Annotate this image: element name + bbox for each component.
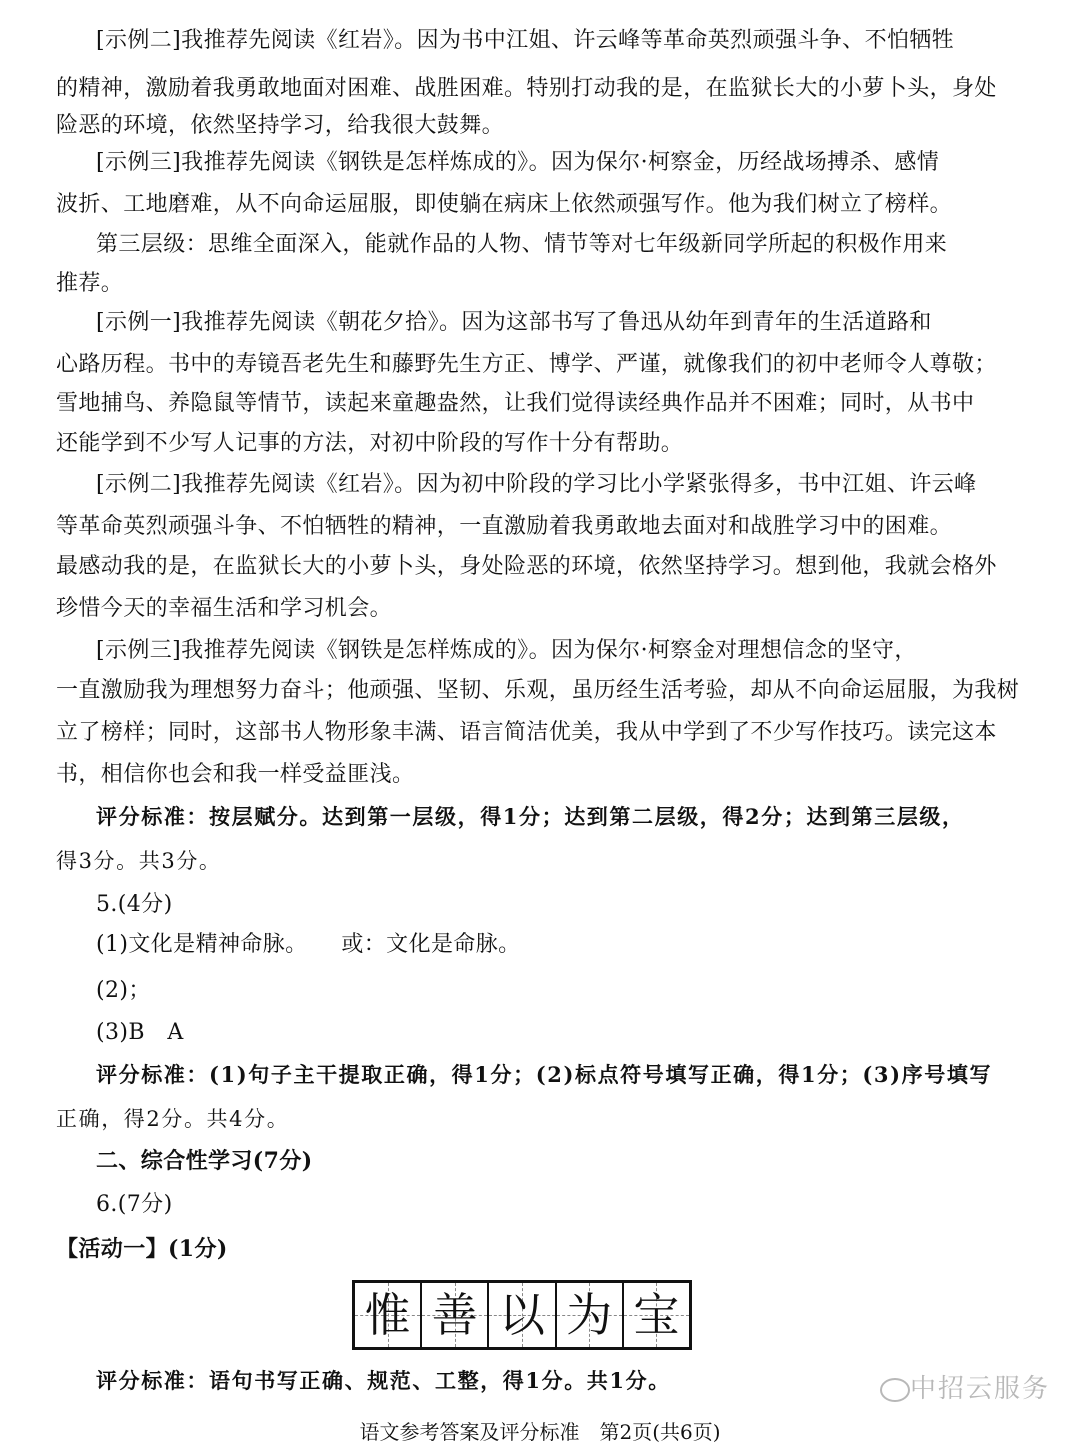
- calligraphy-char: 以: [499, 1288, 545, 1342]
- text-line: 等革命英烈顽强斗争、不怕牺牲的精神，一直激励着我勇敢地去面对和战胜学习中的困难。: [56, 514, 953, 539]
- calligraphy-cell: [422, 1283, 489, 1347]
- scoring-criteria-text: 评分标准：按层赋分。达到第一层级，得1分；达到第二层级，得2分；达到第三层级，: [96, 804, 965, 829]
- answer-line: (3)B A: [96, 1020, 184, 1045]
- section-heading: 二、综合性学习(7分): [96, 1148, 313, 1174]
- text-line: 书，相信你也会和我一样受益匪浅。: [56, 762, 415, 787]
- calligraphy-char: 惟: [364, 1288, 411, 1342]
- text-line: 雪地捕鸟、养隐鼠等情节，读起来童趣盎然，让我们觉得读经典作品并不困难；同时，从书中: [56, 391, 975, 416]
- text-line: 第三层级：思维全面深入，能就作品的人物、情节等对七年级新同学所起的积极作用来: [96, 232, 948, 257]
- calligraphy-char: 为: [566, 1288, 613, 1342]
- text-line: [示例三]我推荐先阅读《钢铁是怎样炼成的》。因为保尔·柯察金，历经战场搏杀、感情: [96, 150, 940, 175]
- text-line: 还能学到不少写人记事的方法，对初中阶段的写作十分有帮助。: [56, 431, 684, 456]
- text-line: 正确，得2分。共4分。: [56, 1107, 290, 1131]
- text-line: [示例一]我推荐先阅读《朝花夕拾》。因为这部书写了鲁迅从幼年到青年的生活道路和: [96, 310, 932, 335]
- watermark: 中招云服务: [909, 1374, 1050, 1404]
- calligraphy-cell: [557, 1283, 624, 1347]
- scoring-criteria: 评分标准：语句书写正确、规范、工整，得1分。共1分。: [96, 1368, 671, 1393]
- calligraphy-char: 宝: [633, 1288, 680, 1342]
- question-number: 5.(4分): [96, 892, 173, 917]
- answer-line: (2)；: [96, 978, 151, 1003]
- text-line: 立了榜样；同时，这部书人物形象丰满、语言简洁优美，我从中学到了不少写作技巧。读完这本: [56, 720, 997, 745]
- calligraphy-char: 善: [431, 1288, 478, 1342]
- calligraphy-cell: [489, 1283, 556, 1347]
- text-line: 波折、工地磨难，从不向命运屈服，即使躺在病床上依然顽强写作。他为我们树立了榜样。: [56, 192, 953, 217]
- text-line: [示例二]我推荐先阅读《红岩》。因为书中江姐、许云峰等革命英烈顽强斗争、不怕牺牲: [96, 28, 955, 53]
- text-line: 的精神，激励着我勇敢地面对困难、战胜困难。特别打动我的是，在监狱长大的小萝卜头，身处: [56, 76, 997, 101]
- scoring-criteria: [96, 798, 1036, 836]
- text-line: 一直激励我为理想努力奋斗；他顽强、坚韧、乐观，虽历经生活考验，却从不向命运屈服，为我树: [56, 678, 1020, 703]
- text-line: 推荐。: [56, 271, 124, 296]
- calligraphy-grid: [352, 1280, 692, 1350]
- page-footer: 语文参考答案及评分标准 第2页(共6页): [359, 1420, 721, 1444]
- wechat-icon: [880, 1378, 910, 1402]
- text-line: [示例三]我推荐先阅读《钢铁是怎样炼成的》。因为保尔·柯察金对理想信念的坚守，: [96, 638, 917, 663]
- question-number: 6.(7分): [96, 1192, 173, 1217]
- text-line: [示例二]我推荐先阅读《红岩》。因为初中阶段的学习比小学紧张得多，书中江姐、许云峰: [96, 472, 977, 497]
- activity-heading: 【活动一】(1分): [56, 1236, 228, 1262]
- calligraphy-cell: [624, 1283, 689, 1347]
- scoring-criteria: 评分标准：(1)句子主干提取正确，得1分；(2)标点符号填写正确，得1分；(3)序号填写: [96, 1062, 993, 1087]
- calligraphy-cell: [355, 1283, 422, 1347]
- answer-line: (1)文化是精神命脉。 或：文化是命脉。: [96, 932, 521, 957]
- text-line: 珍惜今天的幸福生活和学习机会。: [56, 596, 393, 621]
- text-line: 险恶的环境，依然坚持学习，给我很大鼓舞。: [56, 113, 505, 138]
- text-line: 最感动我的是，在监狱长大的小萝卜头，身处险恶的环境，依然坚持学习。想到他，我就会格外: [56, 554, 997, 579]
- text-line: 得3分。共3分。: [56, 849, 222, 873]
- text-line: 心路历程。书中的寿镜吾老先生和藤野先生方正、博学、严谨，就像我们的初中老师令人尊敬；: [56, 352, 997, 377]
